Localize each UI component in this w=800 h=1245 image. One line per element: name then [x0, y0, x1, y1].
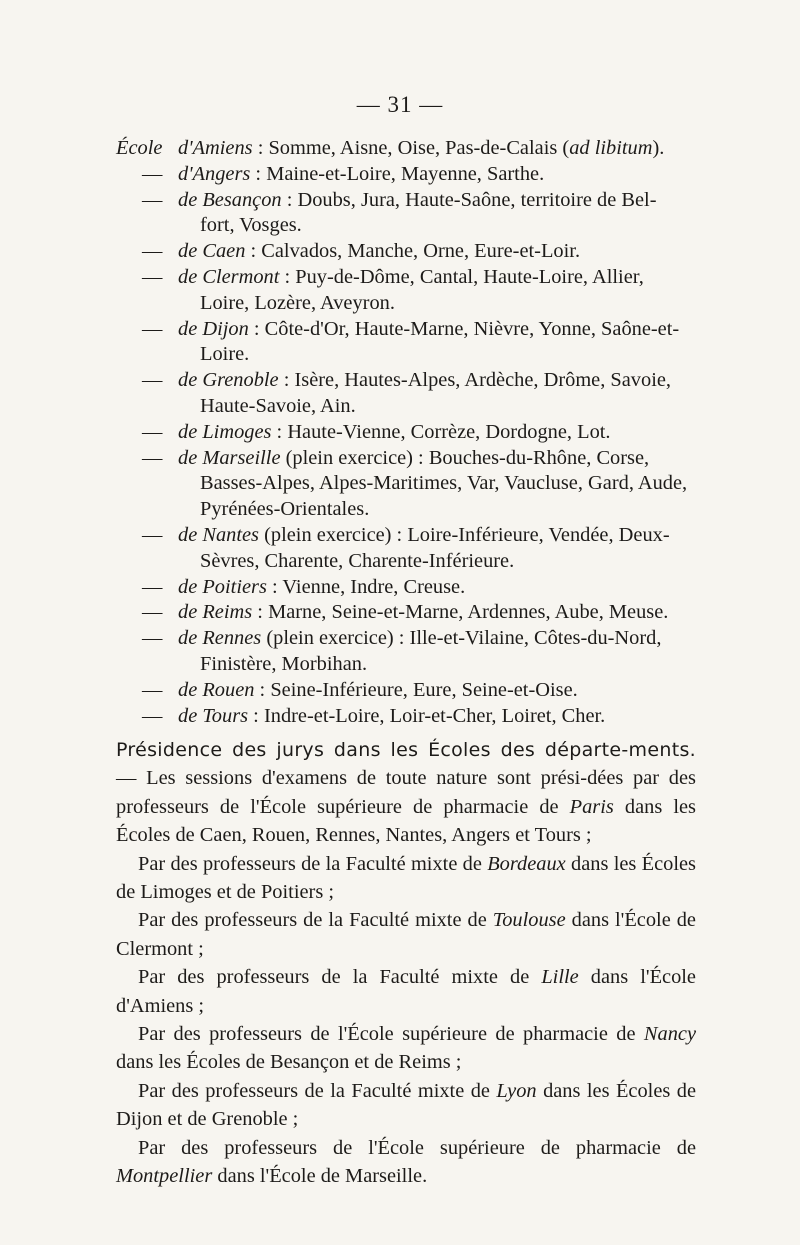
jury-paragraph: Par des professeurs de la Faculté mixte de Lyon dans les Écoles de Dijon et de Grenoble ; — [116, 1079, 697, 1131]
entry-body: de Nantes (plein exercice) : Loire-Inférieure, Vendée, Deux- Sèvres, Charente, Charente-Inférieure. — [178, 523, 670, 572]
entry-body: d'Angers : Maine-et-Loire, Mayenne, Sarthe. — [178, 162, 545, 185]
presidence-section — [116, 736, 696, 1191]
jury-paragraph: Par des professeurs de la Faculté mixte de Lille dans l'École d'Amiens ; — [116, 966, 696, 1017]
section-intro-end: dans les Écoles de Caen, Rouen, Rennes, Nantes, Angers et Tours ; — [116, 795, 696, 847]
school-name: de Limoges — [178, 420, 272, 443]
faculty-city: Montpellier — [116, 1165, 213, 1188]
school-name: de Nantes — [178, 523, 259, 546]
school-name: de Rennes — [178, 627, 262, 650]
entry-body: de Rennes (plein exercice) : Ille-et-Vilaine, Côtes-du-Nord, Finistère, Morbihan. — [178, 627, 662, 675]
school-name: d'Angers — [178, 162, 251, 185]
school-entry — [116, 368, 696, 420]
school-name: de Grenoble — [178, 369, 279, 392]
entry-lead: — — [142, 627, 163, 650]
page-number: — 31 — — [356, 92, 444, 117]
school-name: de Dijon — [178, 317, 249, 340]
jury-paragraph: Par des professeurs de la Faculté mixte de Bordeaux dans les Écoles de Limoges et de Poitiers ; — [116, 852, 696, 904]
entry-lead: — — [142, 601, 163, 624]
school-name: de Tours — [178, 704, 249, 727]
school-name: de Marseille — [178, 446, 281, 469]
entry-lead: — — [142, 317, 163, 340]
jury-paragraphs — [116, 850, 696, 1191]
school-entry — [116, 626, 696, 678]
section-intro-paragraph — [116, 736, 696, 850]
entry-lead: — — [142, 523, 163, 546]
school-name: de Poitiers — [178, 575, 267, 598]
entry-lead: — — [142, 162, 163, 185]
school-list — [116, 136, 696, 729]
entry-body: de Clermont : Puy-de-Dôme, Cantal, Haute-Loire, Allier, Loire, Lozère, Aveyron. — [178, 265, 644, 314]
entry-body: de Caen : Calvados, Manche, Orne, Eure-et-Loir. — [178, 240, 581, 263]
school-entry — [116, 317, 696, 369]
faculty-city: Lille — [541, 966, 579, 989]
entry-body: de Rouen : Seine-Inférieure, Eure, Seine-et-Oise. — [178, 678, 578, 701]
school-entry — [116, 575, 696, 601]
school-entry — [116, 162, 696, 188]
school-entry — [116, 523, 696, 575]
entry-lead: — — [142, 369, 163, 392]
school-entry — [116, 239, 696, 265]
entry-body: d'Amiens : Somme, Aisne, Oise, Pas-de-Calais (ad libitum). — [178, 137, 665, 159]
entry-lead: — — [142, 446, 163, 469]
faculty-city: Toulouse — [492, 909, 566, 932]
jury-paragraph: Par des professeurs de la Faculté mixte de Toulouse dans l'École de Clermont ; — [116, 909, 696, 960]
section-heading: Présidence des jurys dans les Écoles des départe-ments. — [116, 739, 696, 761]
entry-lead: — — [142, 704, 163, 727]
jury-paragraph: Par des professeurs de l'École supérieure de pharmacie de Montpellier dans l'École de Marseille. — [116, 1136, 696, 1188]
entry-body: de Reims : Marne, Seine-et-Marne, Ardennes, Aube, Meuse. — [178, 601, 669, 624]
entry-lead: — — [142, 678, 163, 701]
faculty-city: Bordeaux — [487, 852, 566, 875]
school-entry — [116, 136, 696, 162]
school-name: de Reims — [178, 601, 253, 624]
school-entry — [116, 265, 696, 317]
entry-lead: — — [142, 240, 163, 263]
faculty-city: Lyon — [496, 1079, 537, 1102]
entry-body: de Besançon : Doubs, Jura, Haute-Saône, territoire de Bel- fort, Vosges. — [178, 188, 657, 237]
jury-paragraph: Par des professeurs de l'École supérieure de pharmacie de Nancy dans les Écoles de Besançon et de Reims ; — [116, 1023, 696, 1074]
entry-body: de Grenoble : Isère, Hautes-Alpes, Ardèche, Drôme, Savoie, Haute-Savoie, Ain. — [178, 369, 672, 417]
entry-lead: — — [142, 188, 163, 211]
school-entry — [116, 600, 696, 626]
school-entry — [116, 704, 696, 730]
entry-body: de Tours : Indre-et-Loire, Loir-et-Cher, Loiret, Cher. — [178, 704, 606, 727]
faculty-city: Nancy — [643, 1023, 696, 1046]
entry-lead: École — [116, 137, 163, 159]
school-name: de Besançon — [178, 188, 282, 211]
entry-body: de Dijon : Côte-d'Or, Haute-Marne, Nièvre, Yonne, Saône-et- Loire. — [178, 317, 680, 366]
entry-body: de Poitiers : Vienne, Indre, Creuse. — [178, 575, 466, 598]
school-entry — [116, 420, 696, 446]
section-intro-text: — Les sessions d'examens de toute nature sont prési-dées par des professeurs de l'École supérieure de pharmacie de — [116, 767, 696, 818]
entry-lead: — — [142, 575, 163, 598]
entry-lead: — — [142, 420, 163, 443]
school-entry — [116, 446, 696, 523]
school-entry — [116, 678, 696, 704]
school-name: de Caen — [178, 240, 246, 263]
entry-lead: — — [142, 265, 163, 288]
school-name: d'Amiens — [178, 137, 253, 159]
school-name: de Clermont — [178, 265, 280, 288]
school-entry — [116, 188, 696, 240]
entry-body: de Limoges : Haute-Vienne, Corrèze, Dordogne, Lot. — [178, 420, 611, 443]
section-intro-city: Paris — [569, 795, 614, 818]
entry-body: de Marseille (plein exercice) : Bouches-du-Rhône, Corse, Basses-Alpes, Alpes-Maritimes, Var, Vaucluse, Gard, Aude, Pyrénées-Orientales. — [178, 446, 688, 521]
school-name: de Rouen — [178, 678, 255, 701]
